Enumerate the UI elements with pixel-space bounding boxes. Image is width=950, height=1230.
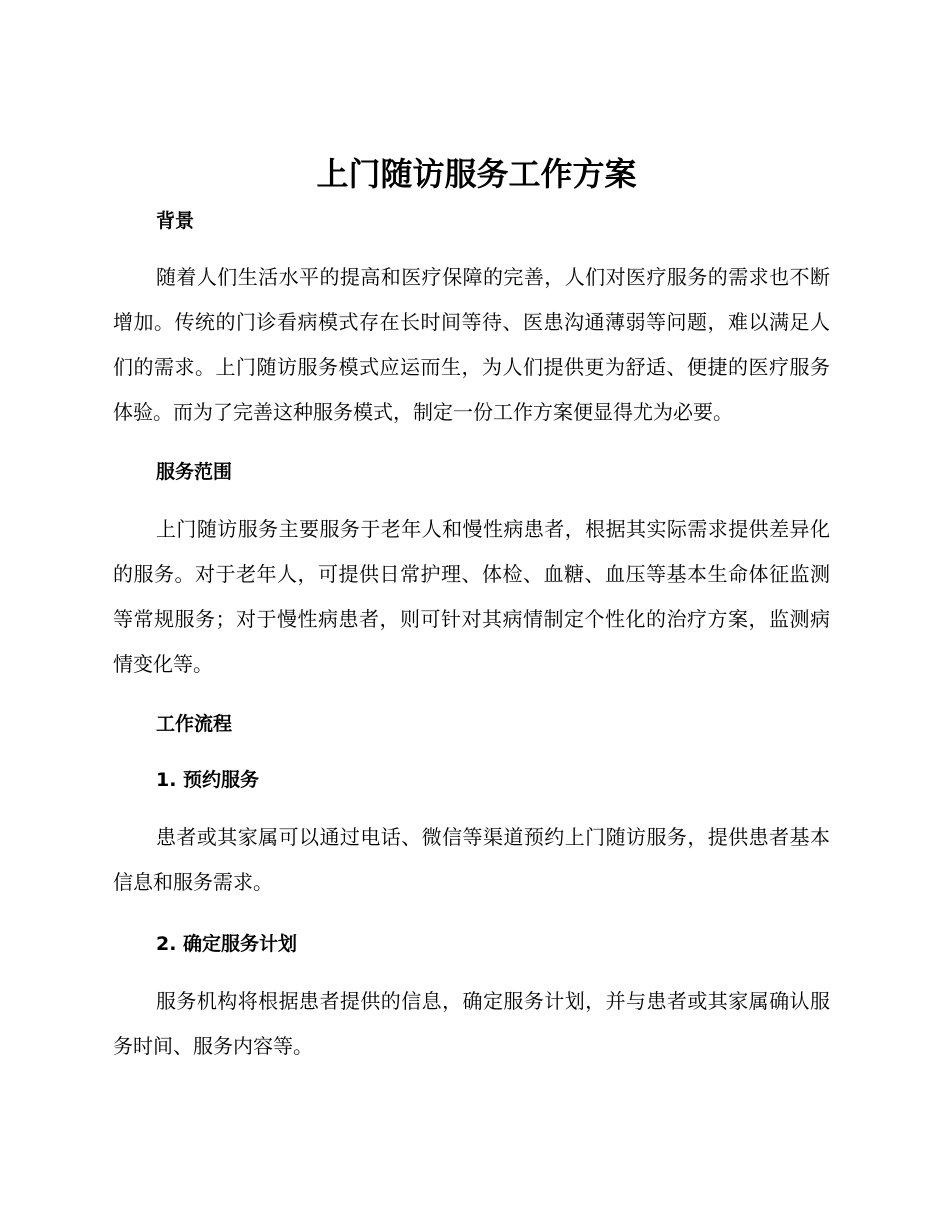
section-heading-scope: 服务范围 bbox=[156, 461, 233, 483]
paragraph-background: 随着人们生活水平的提高和医疗保障的完善，人们对医疗服务的需求也不断增加。传统的门诊看病模式存在长时间等待、医患沟通薄弱等问题，难以满足人们的需求。上门随访服务模式应运而生，为人们提供更为舒适、便捷的医疗服务体验。而为了完善这种服务模式，制定一份工作方案便显得尤为必要。 bbox=[113, 265, 830, 424]
section-heading-background: 背景 bbox=[156, 210, 195, 232]
step-heading-booking: 1. 预约服务 bbox=[156, 769, 260, 791]
paragraph-booking: 患者或其家属可以通过电话、微信等渠道预约上门随访服务，提供患者基本信息和服务需求。 bbox=[113, 825, 830, 894]
paragraph-plan: 服务机构将根据患者提供的信息，确定服务计划，并与患者或其家属确认服务时间、服务内容等。 bbox=[113, 989, 830, 1058]
paragraph-scope: 上门随访服务主要服务于老年人和慢性病患者，根据其实际需求提供差异化的服务。对于老年人，可提供日常护理、体检、血糖、血压等基本生命体征监测等常规服务；对于慢性病患者，则可针对其病情制定个性化的治疗方案，监测病情变化等。 bbox=[113, 517, 830, 676]
step-heading-plan: 2. 确定服务计划 bbox=[156, 933, 298, 955]
document-title: 上门随访服务工作方案 bbox=[316, 155, 637, 193]
section-heading-workflow: 工作流程 bbox=[156, 713, 233, 735]
